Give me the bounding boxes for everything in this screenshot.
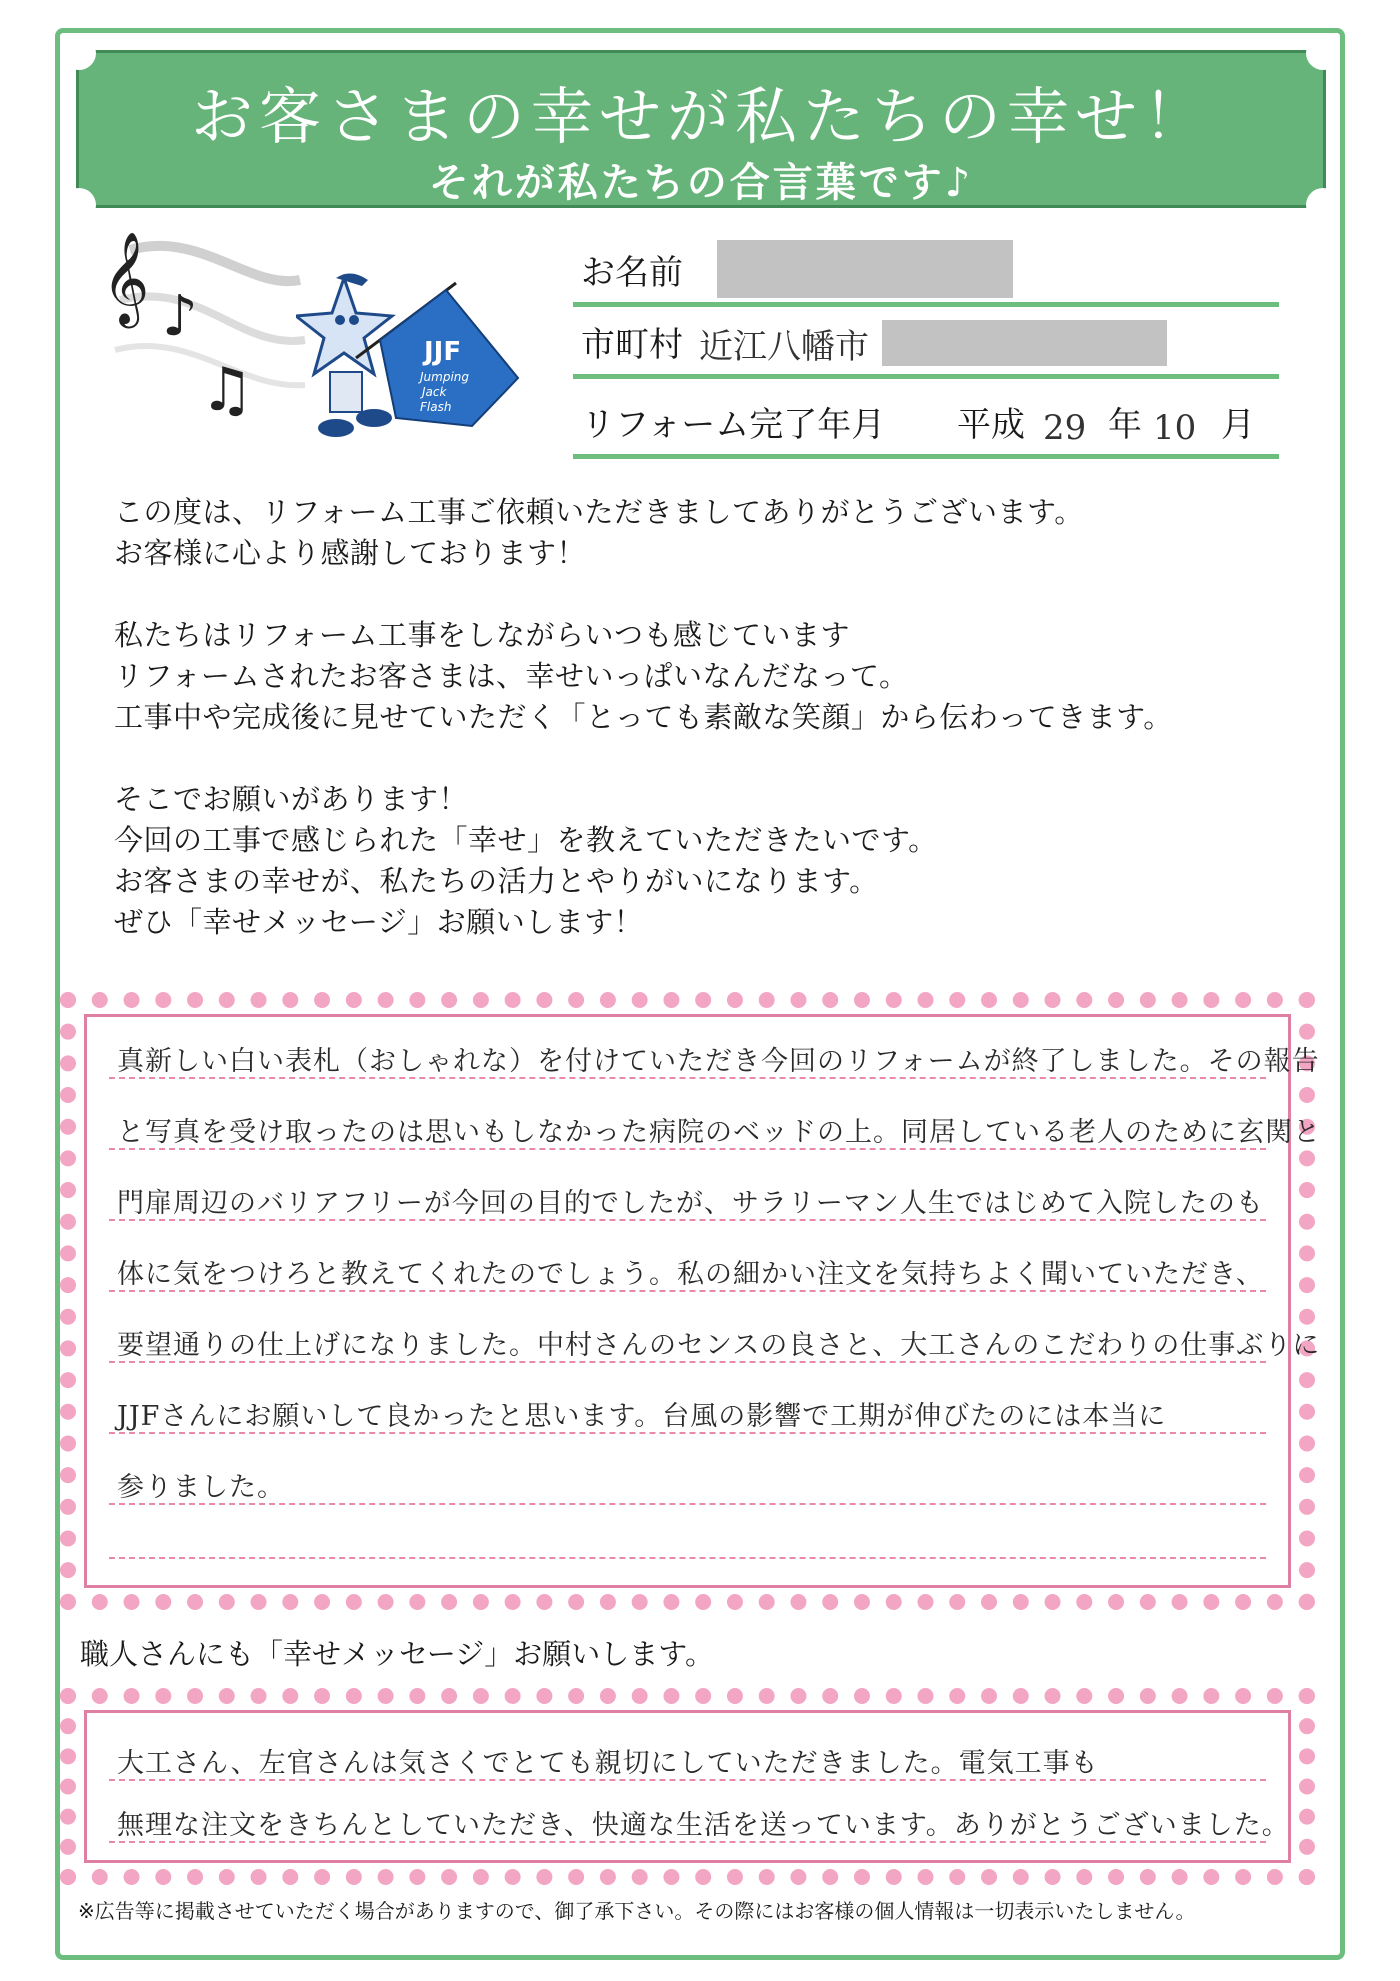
footnote: ※広告等に掲載させていただく場合がありますので、御了承下さい。その際にはお客様の個人情報は一切表示いたしません。 [78, 1899, 1196, 1923]
message-line: 真新しい白い表札（おしゃれな）を付けていただき今回のリフォームが終了しました。その報告 [117, 1046, 1320, 1077]
era-label: 平成 [957, 405, 1025, 445]
header-banner [76, 50, 1326, 208]
city-field [573, 312, 1279, 379]
month-value: 10 [1153, 408, 1197, 448]
name-field [573, 240, 1279, 307]
craftsmen-section-label: 職人さんにも「幸せメッセージ」お願いします。 [80, 1637, 714, 1671]
intro-line: お客さまの幸せが、私たちの活力とやりがいになります。 [114, 864, 879, 898]
message-line: 門扉周辺のバリアフリーが今回の目的でしたが、サラリーマン人生ではじめて入院したのも [117, 1188, 1264, 1219]
svg-text:𝄞: 𝄞 [102, 231, 150, 324]
name-label: お名前 [581, 253, 683, 293]
svg-text:Jack: Jack [422, 385, 447, 399]
svg-text:Jumping: Jumping [420, 370, 470, 384]
year-unit: 年 [1108, 405, 1142, 445]
name-redaction [717, 240, 1013, 298]
jjf-mascot-logo [296, 268, 531, 448]
completion-field [573, 392, 1279, 459]
month-unit: 月 [1221, 405, 1255, 445]
music-notes-icon [90, 220, 310, 420]
year-value: 29 [1043, 408, 1087, 448]
message-line: 要望通りの仕上げになりました。中村さんのセンスの良さと、大工さんのこだわりの仕事ぶりに [117, 1330, 1321, 1361]
intro-line: この度は、リフォーム工事ご依頼いただきましてありがとうございます。 [114, 495, 1084, 529]
customer-message-box [84, 1014, 1321, 1588]
intro-line: リフォームされたお客さまは、幸せいっぱいなんだなって。 [114, 659, 909, 693]
message-line: JJFさんにお願いして良かったと思います。台風の影響で工期が伸びたのには本当に [117, 1401, 1167, 1432]
message-line: と写真を受け取ったのは思いもしなかった病院のベッドの上。同居している老人のために玄関と [117, 1117, 1321, 1148]
banner-title: お客さまの幸せが私たちの幸せ！ [190, 80, 1211, 153]
svg-text:Flash: Flash [420, 400, 452, 414]
intro-line: 工事中や完成後に見せていただく「とっても素敵な笑顔」から伝わってきます。 [114, 700, 1173, 734]
svg-text:♪: ♪ [162, 284, 198, 349]
completion-label: リフォーム完了年月 [581, 405, 886, 445]
intro-line: お客様に心より感謝しております！ [114, 536, 587, 570]
craftsmen-message-line: 大工さん、左官さんは気さくでとても親切にしていただきました。電気工事も [117, 1748, 1099, 1779]
logo-jjf-text: JJF [424, 337, 462, 367]
message-line: 体に気をつけろと教えてくれたのでしょう。私の細かい注文を気持ちよく聞いていただき、 [117, 1259, 1264, 1290]
craftsmen-message-line: 無理な注文をきちんとしていただき、快適な生活を送っています。ありがとうございました。 [117, 1810, 1290, 1841]
city-value: 近江八幡市 [699, 327, 869, 367]
address-redaction [882, 320, 1167, 366]
intro-line: そこでお願いがあります！ [114, 782, 469, 816]
craftsmen-message-box [84, 1710, 1291, 1863]
city-label: 市町村 [581, 325, 683, 365]
intro-line: 今回の工事で感じられた「幸せ」を教えていただきたいです。 [114, 823, 938, 857]
intro-text [114, 492, 1294, 943]
intro-line: ぜひ「幸せメッセージ」お願いします！ [114, 905, 644, 939]
intro-line: 私たちはリフォーム工事をしながらいつも感じています [114, 618, 851, 652]
banner-subtitle: それが私たちの合言葉です♪ [428, 160, 974, 206]
message-line: 参りました。 [117, 1472, 285, 1503]
svg-text:♫: ♫ [200, 355, 254, 420]
